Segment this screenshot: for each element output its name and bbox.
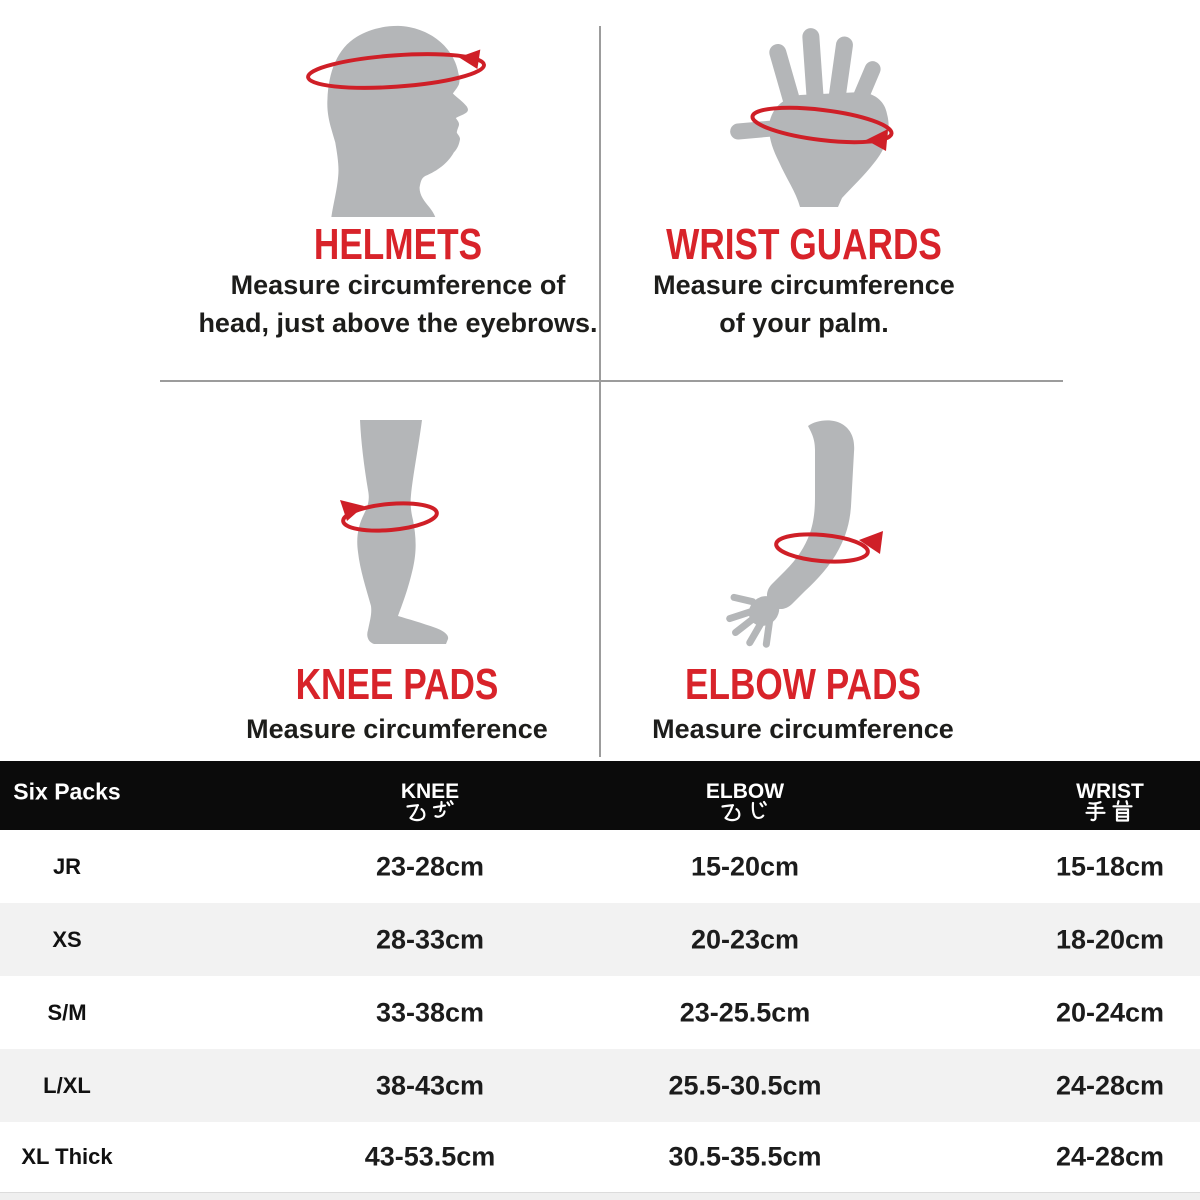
wrist-guards-description	[653, 266, 955, 342]
knee-value: 43-53.5cm	[364, 1141, 496, 1172]
size-table-row-xs	[0, 903, 1200, 976]
size-label: L/XL	[43, 1072, 91, 1098]
helmets-desc-line-1: Measure circumference of	[230, 270, 566, 300]
knee-value: 23-28cm	[375, 851, 485, 881]
arm-silhouette-icon	[712, 418, 892, 653]
helmets-description	[198, 266, 597, 342]
elbow-value: 15-20cm	[690, 851, 800, 881]
vertical-divider	[599, 26, 601, 757]
knee-value: 38-43cm	[375, 1070, 485, 1100]
size-table-row-xl-thick	[0, 1122, 1200, 1192]
knee-column-header-japanese	[405, 799, 455, 823]
elbow-pads-description	[652, 710, 954, 748]
elbow-value: 20-23cm	[690, 924, 800, 954]
size-table-row-jr	[0, 830, 1200, 903]
horizontal-divider	[160, 380, 1063, 382]
leg-silhouette-icon	[318, 420, 478, 655]
wrist-value: 24-28cm	[1055, 1070, 1165, 1100]
elbow-value: 30.5-35.5cm	[668, 1141, 822, 1172]
elbow-value: 23-25.5cm	[679, 997, 811, 1027]
wrist-desc-line-2: of your palm.	[719, 308, 889, 338]
helmets-desc-line-2: head, just above the eyebrows.	[198, 308, 598, 338]
wrist-value: 20-24cm	[1055, 997, 1165, 1027]
wrist-desc-line-1: Measure circumference	[653, 270, 955, 300]
size-table-row-lxl	[0, 1049, 1200, 1122]
wrist-column-header-japanese	[1085, 799, 1135, 823]
size-table-row-header-label: Six Packs	[13, 778, 121, 805]
next-row-sliver	[0, 1192, 1200, 1200]
wrist-value: 18-20cm	[1055, 924, 1165, 954]
size-label: S/M	[47, 999, 87, 1025]
size-label: XS	[52, 926, 82, 952]
wrist-guards-title: WRIST GUARDS	[666, 220, 942, 269]
elbow-value: 25.5-30.5cm	[668, 1070, 822, 1100]
knee-value: 33-38cm	[375, 997, 485, 1027]
knee-pads-title: KNEE PADS	[295, 660, 499, 709]
hand-silhouette-icon	[722, 22, 912, 207]
elbow-desc-line-1: Measure circumference	[652, 714, 954, 744]
elbow-ring-arrow-icon	[859, 531, 883, 554]
size-table-header	[0, 761, 1200, 830]
head-ring-arrow-icon	[459, 49, 481, 69]
knee-column-header: KNEE	[400, 780, 460, 803]
wrist-value: 24-28cm	[1055, 1141, 1165, 1172]
helmets-title: HELMETS	[313, 220, 483, 269]
wrist-column-header: WRIST	[1076, 780, 1144, 803]
knee-value: 28-33cm	[375, 924, 485, 954]
head-silhouette-icon	[268, 22, 528, 218]
size-label: JR	[52, 853, 82, 879]
knee-desc-line-1: Measure circumference	[246, 714, 548, 744]
elbow-column-header-japanese	[720, 799, 770, 823]
size-label: XL Thick	[21, 1144, 113, 1169]
wrist-value: 15-18cm	[1055, 851, 1165, 881]
elbow-column-header: ELBOW	[705, 780, 785, 803]
size-table-row-sm	[0, 976, 1200, 1049]
knee-pads-description	[246, 710, 548, 748]
elbow-pads-title: ELBOW PADS	[685, 660, 921, 709]
